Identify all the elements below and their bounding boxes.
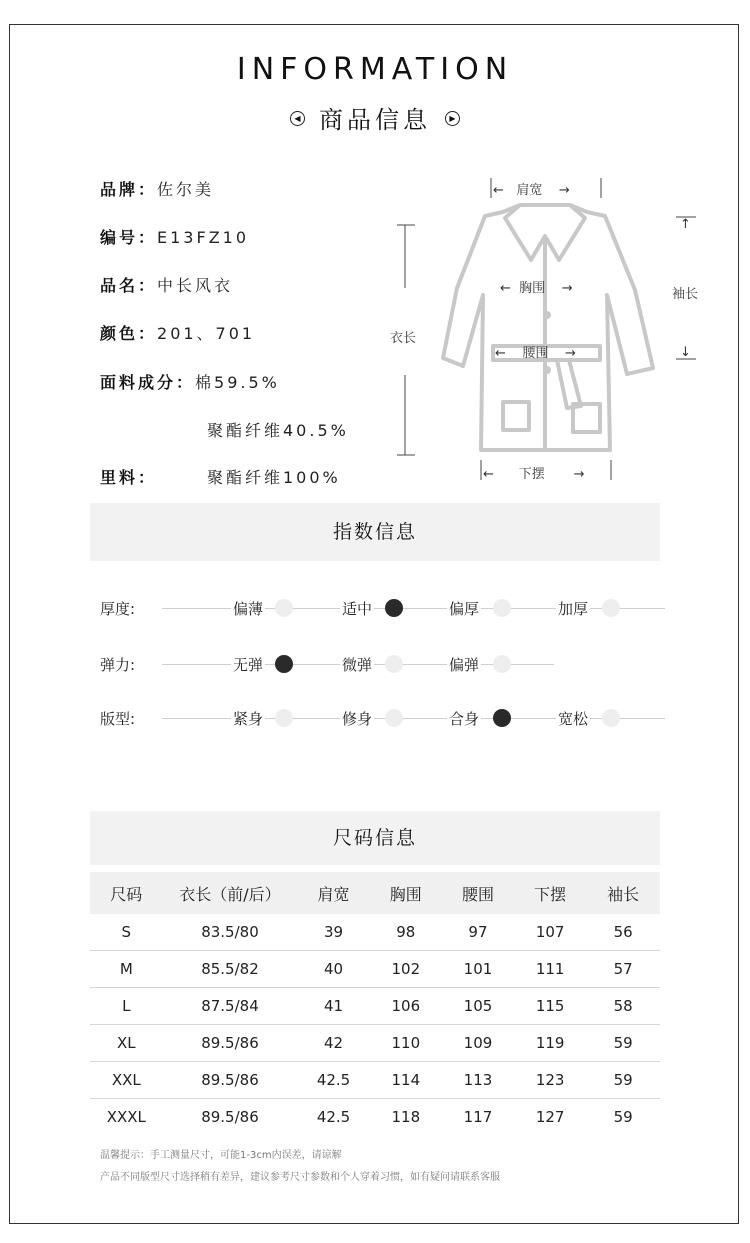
table-row: [90, 1062, 660, 1099]
spec-fabric-2: [207, 418, 349, 441]
dot-slight-stretch: [385, 655, 403, 673]
cell-shoulder: 42.5: [297, 1062, 369, 1099]
sleeve-arrow-down: ↓: [680, 345, 691, 360]
note-measurement: 温馨提示：手工测量尺寸，可能1-3cm内误差，请谅解: [100, 1150, 342, 1161]
thickness-label: 厚度:: [100, 600, 136, 618]
waist-label: ← 腰围 →: [495, 346, 576, 361]
dot-stretch: [493, 655, 511, 673]
spec-label: 编号：: [100, 228, 158, 247]
cell-length: 87.5/84: [163, 988, 298, 1025]
spec-label: 面料成分：: [100, 373, 196, 392]
spec-label: 品名：: [100, 276, 158, 295]
col-length: 衣长（前/后）: [163, 872, 298, 914]
size-section-title: 尺码信息: [90, 811, 660, 865]
cell-waist: 97: [442, 914, 514, 951]
cell-size: L: [90, 988, 163, 1025]
length-label: 衣长: [390, 331, 417, 346]
col-shoulder: 肩宽: [297, 872, 369, 914]
option-loose: 宽松: [558, 710, 589, 728]
elasticity-label: 弹力:: [100, 656, 136, 674]
fit-row: [100, 706, 665, 730]
cell-size: M: [90, 951, 163, 988]
cell-hem: 119: [514, 1025, 586, 1062]
cell-chest: 102: [370, 951, 442, 988]
sleeve-label: 袖长: [672, 287, 699, 302]
spec-value: 聚酯纤维40.5%: [207, 421, 349, 440]
option-thick: 偏厚: [449, 600, 480, 618]
col-size: 尺码: [90, 872, 163, 914]
col-waist: 腰围: [442, 872, 514, 914]
spec-fabric: [100, 370, 280, 393]
subtitle-text: 商品信息: [319, 106, 431, 134]
cell-waist: 113: [442, 1062, 514, 1099]
option-no-stretch: 无弹: [233, 656, 264, 674]
cell-size: XXL: [90, 1062, 163, 1099]
index-section-title: 指数信息: [90, 503, 660, 561]
spec-label: 品牌：: [100, 180, 158, 199]
cell-waist: 117: [463, 1108, 493, 1126]
option-medium: 适中: [342, 600, 373, 618]
spec-label: 颜色：: [100, 324, 158, 343]
spec-value: 201、701: [157, 324, 256, 343]
cell-hem: 115: [514, 988, 586, 1025]
cell-chest: 106: [370, 988, 442, 1025]
size-table: [90, 872, 660, 1135]
page-subtitle: [0, 100, 750, 135]
dot-thick: [493, 599, 511, 617]
cell-hem: 123: [514, 1062, 586, 1099]
option-thin: 偏薄: [233, 600, 264, 618]
dot-tight: [275, 709, 293, 727]
cell-waist: 105: [442, 988, 514, 1025]
cell-length: 83.5/80: [163, 914, 298, 951]
cell-shoulder: 42: [297, 1025, 369, 1062]
option-regular: 合身: [449, 710, 480, 728]
cell-size: XL: [90, 1025, 163, 1062]
hem-label: ← 下摆 →: [483, 467, 585, 482]
spec-value: 聚酯纤维100%: [207, 468, 341, 487]
button-mark: [543, 311, 551, 319]
coat-diagram: [385, 170, 725, 490]
dot-regular-selected: [493, 709, 511, 727]
cell-length: 89.5/86: [163, 1025, 298, 1062]
thickness-row: [100, 596, 665, 620]
cell-chest: 118: [391, 1108, 421, 1126]
cell-sleeve: 59: [613, 1108, 633, 1126]
sleeve-arrow-up: ↑: [680, 217, 691, 232]
cell-sleeve: 57: [586, 951, 660, 988]
option-stretch: 偏弹: [449, 656, 480, 674]
cell-hem: 127: [535, 1108, 565, 1126]
table-row: [90, 1099, 660, 1136]
cell-shoulder: 42.5: [316, 1108, 351, 1126]
dot-no-stretch-selected: [275, 655, 293, 673]
cell-sleeve: 59: [586, 1062, 660, 1099]
fit-label: 版型:: [100, 710, 136, 728]
spec-name: [100, 273, 233, 296]
dot-loose: [602, 709, 620, 727]
spec-value: 佐尔美: [157, 180, 215, 199]
option-extra-thick: 加厚: [558, 600, 589, 618]
cell-chest: 114: [370, 1062, 442, 1099]
spec-brand: [100, 177, 214, 200]
coat-illustration: [385, 170, 725, 490]
cell-sleeve: 59: [586, 1025, 660, 1062]
option-tight: 紧身: [233, 710, 264, 728]
col-sleeve: 袖长: [586, 872, 660, 914]
dot-extra-thick: [602, 599, 620, 617]
col-chest: 胸围: [370, 872, 442, 914]
table-row: [90, 988, 660, 1025]
dot-thin: [275, 599, 293, 617]
cell-length: 89.5/86: [163, 1062, 298, 1099]
cell-shoulder: 39: [297, 914, 369, 951]
option-slight-stretch: 微弹: [342, 656, 373, 674]
right-arrow-icon: ▶: [445, 111, 460, 126]
spec-code: [100, 225, 249, 248]
option-slim: 修身: [342, 710, 373, 728]
cell-shoulder: 41: [297, 988, 369, 1025]
cell-sleeve: 56: [586, 914, 660, 951]
table-row: [90, 1025, 660, 1062]
dot-slim: [385, 709, 403, 727]
col-hem: 下摆: [514, 872, 586, 914]
spec-lining: [100, 465, 341, 488]
elasticity-row: [100, 652, 665, 676]
spec-label: 里料：: [100, 468, 158, 487]
spec-color: [100, 321, 255, 344]
spec-value: 棉59.5%: [195, 373, 280, 392]
left-arrow-icon: ◀: [290, 111, 305, 126]
cell-waist: 101: [442, 951, 514, 988]
page-title: INFORMATION: [236, 52, 514, 87]
cell-chest: 98: [370, 914, 442, 951]
dot-medium-selected: [385, 599, 403, 617]
cell-waist: 109: [442, 1025, 514, 1062]
table-row: [90, 914, 660, 951]
shoulder-label: ← 肩宽 →: [493, 183, 570, 198]
cell-chest: 110: [370, 1025, 442, 1062]
cell-length: 85.5/82: [163, 951, 298, 988]
note-sizing-advice: 产品不同版型尺寸选择稍有差异，建议参考尺寸参数和个人穿着习惯，如有疑问请联系客服: [100, 1172, 500, 1183]
table-row: [90, 951, 660, 988]
cell-hem: 107: [514, 914, 586, 951]
cell-size: XXXL: [106, 1108, 146, 1126]
button-mark: [543, 366, 551, 374]
spec-value: E13FZ10: [157, 228, 250, 247]
cell-hem: 111: [514, 951, 586, 988]
chest-label: ← 胸围 →: [500, 281, 573, 296]
cell-size: S: [90, 914, 163, 951]
spec-value: 中长风衣: [157, 276, 234, 295]
size-table-header: [90, 872, 660, 914]
cell-length: 89.5/86: [201, 1108, 259, 1126]
cell-sleeve: 58: [586, 988, 660, 1025]
cell-shoulder: 40: [297, 951, 369, 988]
